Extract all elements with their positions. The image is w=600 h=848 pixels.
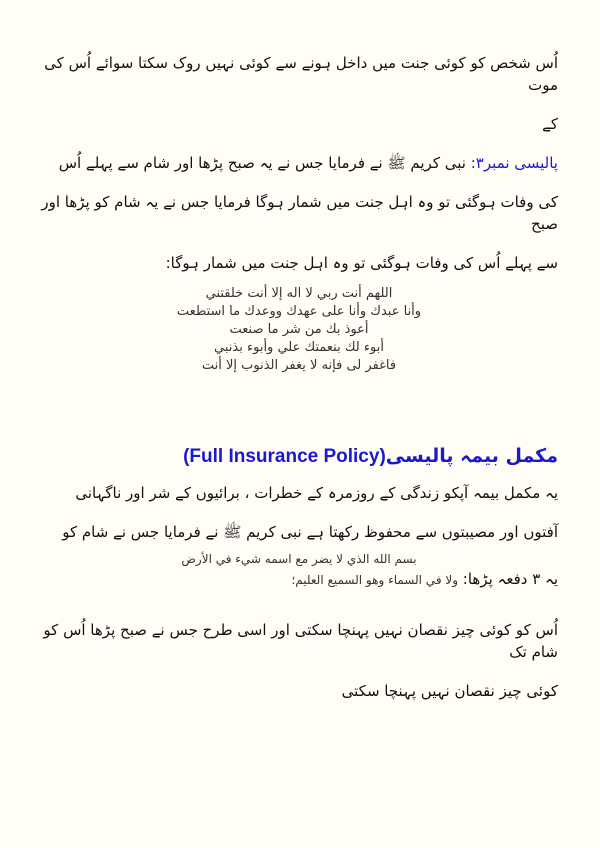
arabic-verse: بسم الله الذي لا يضر مع اسمه شيء في الأرض: [181, 552, 417, 566]
paragraph-line: کے: [542, 115, 558, 133]
policy-3-label: پالیسی نمبر۳:: [470, 154, 558, 172]
paragraph-line: کی وفات ہوگئی تو وہ اہل جنت میں شمار ہوگا فرمایا جس نے یہ شام کو پڑھا اور صبح: [41, 193, 558, 233]
paragraph-text: نبی کریم ﷺ نے فرمایا جس نے یہ صبح پڑھا اور شام سے پہلے اُس: [58, 154, 466, 172]
dua-line: اللهم أنت ربي لا اله إلا أنت خلقتني: [205, 286, 393, 301]
dua-line: أعوذ بك من شر ما صنعت: [229, 322, 369, 337]
arabic-verse: ولا في السماء وهو السميع العليم؛: [291, 573, 459, 587]
paragraph-line: آفتوں اور مصیبتوں سے محفوظ رکھتا ہے نبی کریم ﷺ نے فرمایا جس نے شام کو: [62, 523, 558, 541]
heading-urdu: مکمل بیمہ پالیسی: [385, 445, 558, 467]
policy-3-line: [40, 152, 558, 174]
heading-english: (Full Insurance Policy): [183, 446, 386, 467]
recite-line: [40, 568, 558, 591]
dua-line: فاغفر لى فإنه لا يغفر الذنوب إلا أنت: [201, 358, 397, 373]
section-heading: [40, 445, 558, 468]
paragraph-line: کوئی چیز نقصان نہیں پہنچا سکتی: [341, 682, 558, 700]
paragraph-line: یہ مکمل بیمہ آپکو زندگی کے روزمرہ کے خطرات ، برائیوں کے شر اور ناگہانی: [75, 484, 558, 502]
dua-line: وأنا عبدك وأنا على عهدك ووعدك ما استطعت: [176, 304, 422, 319]
recite-label: یہ ۳ دفعہ پڑھا:: [462, 570, 558, 588]
paragraph-line: سے پہلے اُس کی وفات ہوگئی تو وہ اہل جنت میں شمار ہوگا:: [165, 254, 558, 272]
paragraph-line: اُس شخص کو کوئی جنت میں داخل ہونے سے کوئی نہیں روک سکتا سوائے اُس کی موت: [44, 54, 558, 94]
dua-block: [149, 285, 449, 375]
dua-line: أبوء لك بنعمتك علي وأبوء بذنبي: [214, 340, 384, 355]
paragraph-line: اُس کو کوئی چیز نقصان نہیں پہنچا سکتی اور اسی طرح جس نے صبح پڑھا اُس کو شام تک: [43, 621, 558, 661]
